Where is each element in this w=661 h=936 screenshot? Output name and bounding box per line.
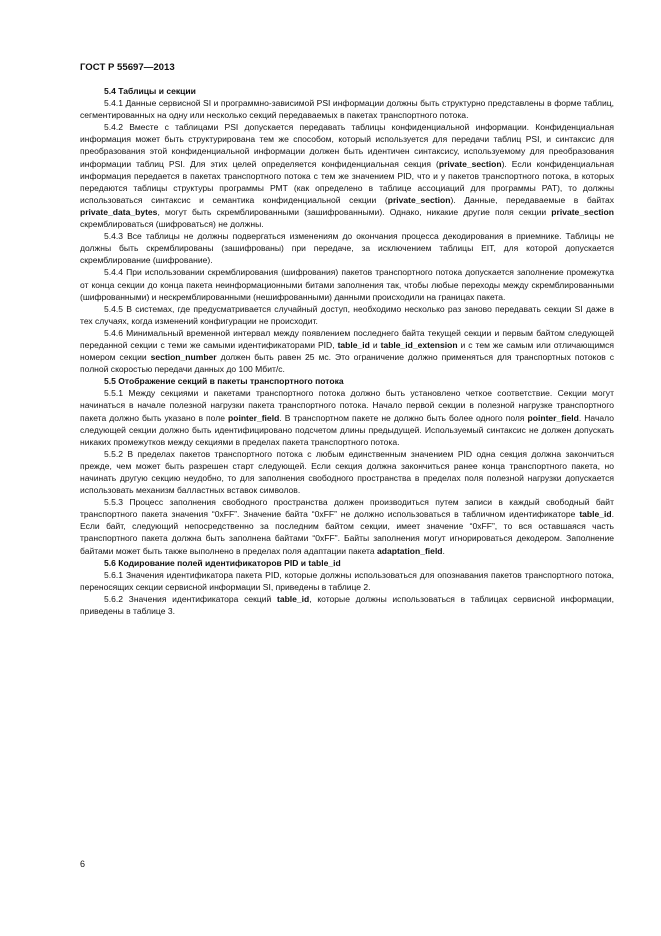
paragraph-5-5-3: 5.5.3 Процесс заполнения свободного пространства должен производиться путем записи в каждый свободный байт транспортного пакета значения “0xFF”. Значение байта “0xFF” не должно использоваться в табличном идентификаторе table_id. Если байт, следующий непосредственно за последним байтом секции, имеет значение “0xFF”, то вся оставшаяся часть транспортного пакета должна быть заполнена байтами “0xFF”. Байты заполнения могут игнорироваться декодером. Заполнение байтами может быть также выполнено в пределах поля адаптации пакета adaptation_field. (80, 497, 614, 556)
paragraph-5-6-1: 5.6.1 Значения идентификатора пакета PID, которые должны использоваться для опознавания пакетов транспортного потока, переносящих секции сервисной информации SI, приведены в таблице 2. (80, 569, 614, 592)
section-heading-5-6: 5.6 Кодирование полей идентификаторов PID и table_id (104, 557, 341, 568)
section-heading-5-4: 5.4 Таблицы и секции (104, 86, 196, 96)
paragraph-5-4-3: 5.4.3 Все таблицы не должны подвергаться изменениям до окончания процесса декодирования в приемнике. Таблицы не должны быть скремблированы (зашифрованы) при передаче, за исключением таблицы EIT, для которой допускается скремблирование (шифрование). (80, 231, 614, 266)
paragraph-5-5-1: 5.5.1 Между секциями и пакетами транспортного потока должно быть установлено четкое соответствие. Секции могут начинаться в начале полезной нагрузки пакета транспортного потока. Начало первой секции в полезной нагрузке транспортного пакета должно быть указано в поле pointer_field. В транспортном пакете не должно быть более одного поля pointer_field. Начало следующей секции должно быть идентифицировано подсчетом длины предыдущей. Используемый синтаксис не должен допускать никаких промежутков между секциями в пределах пакета транспортного потока. (80, 388, 615, 447)
paragraph-5-6-2: 5.6.2 Значения идентификатора секций table_id, которые должны использоваться в таблицах сервисной информации, приведены в таблице 3. (80, 593, 614, 617)
paragraph-5-4-4: 5.4.4 При использовании скремблирования (шифрования) пакетов транспортного потока допускается заполнение промежутка от конца секции до конца пакета неинформационными битами заполнения так, чтобы любые переходы между скремблированными (шифрованными) и нескремблированными (нешифрованными) данными происходили на границах пакета. (80, 267, 614, 302)
document-body (80, 85, 614, 617)
paragraph-5-4-1: 5.4.1 Данные сервисной SI и программно-зависимой PSI информации должны быть структурно представлены в форме таблиц, сегментированных на одну или несколько секций передаваемых в пакетах транспортного потока. (80, 98, 614, 121)
page-header: ГОСТ Р 55697—2013 (80, 62, 175, 73)
paragraph-5-4-2: 5.4.2 Вместе с таблицами PSI допускается передавать таблицы конфиденциальной информации. Конфиденциальная информация может быть структурирована тем же способом, который используется для передачи таблиц PSI, и синтаксис для преобразования этой конфиденциальной информации должен быть идентичен синтаксису, используемому для преобразования информации таблиц PSI. Для этих целей определяется конфиденциальная секция (private_section). Если конфиденциальная информация передается в пакетах транспортного потока с тем же значением PID, что и у пакетов транспортного потока, в которых передаются таблицы структуры программы РМТ (как определено в таблице ассоциаций для программы PAT), то должны использоваться синтаксис и семантика конфиденциальной секции (private_section). Данные, передаваемые в байтах private_data_bytes, могут быть скремблированными (зашифрованными). Однако, никакие другие поля секции private_section скремблироваться (шифроваться) не должны. (80, 122, 614, 230)
section-heading-5-5: 5.5 Отображение секций в пакеты транспортного потока (104, 376, 344, 387)
paragraph-5-5-2: 5.5.2 В пределах пакетов транспортного потока с любым единственным значением PID одна секция должна закончиться прежде, чем может быть разрешен старт следующей. Если секция должна закончиться ранее конца транспортного пакета, но начинать другую секцию неудобно, то для заполнения свободного пространства в пределах поля полезной нагрузки допускается использовать механизм балластных вставок символов. (80, 448, 614, 496)
page-number: 6 (80, 859, 86, 869)
paragraph-5-4-6: 5.4.6 Минимальный временной интервал между появлением последнего байта текущей секции и первым байтом следующей переданной секции с теми же самыми идентификаторами PID, table_id и table_id_extension и с тем же самым или отличающимся номером секции section_number должен быть равен 25 мс. Это ограничение должно применяться для транспортных потоков с полной скоростью передачи данных до 100 Мбит/с. (80, 327, 614, 375)
paragraph-5-4-5: 5.4.5 В системах, где предусматривается случайный доступ, необходимо несколько раз заново передавать секции SI даже в тех случаях, когда изменений конфигурации не происходит. (80, 303, 614, 326)
